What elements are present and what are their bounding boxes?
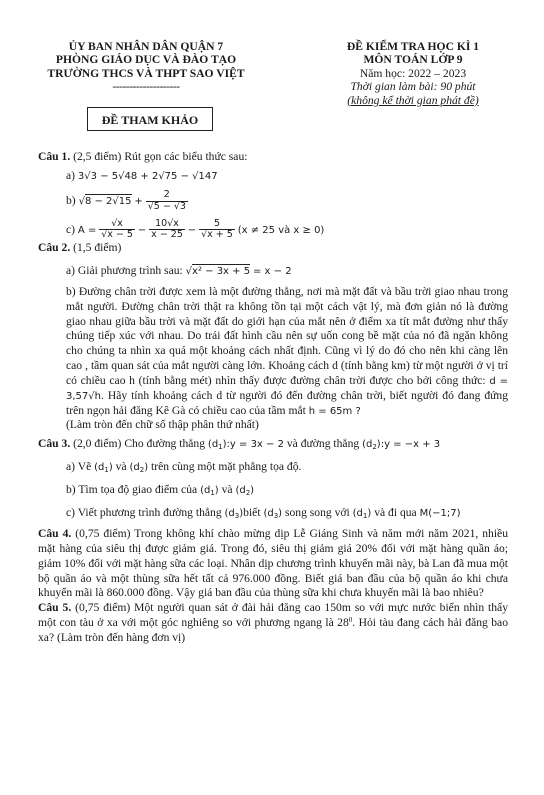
question-5 (38, 601, 508, 645)
q1b-root: √8 − 2√15 (78, 195, 132, 207)
q1c-A: A = (77, 224, 97, 236)
subject-title: MÔN TOÁN LỚP 9 (363, 53, 463, 67)
q1a-expression: 3√3 − 5√48 + 2√75 − √147 (77, 170, 218, 182)
q5-degree: 0 (348, 616, 353, 625)
header-left-line2: PHÒNG GIÁO DỤC VÀ ĐÀO TẠO (55, 53, 237, 67)
exam-content (38, 150, 508, 646)
q2b-end: (Làm tròn đến chữ số thập phân thứ nhất) (66, 418, 259, 432)
q1c-fraction-3 (199, 219, 235, 242)
q2a-rhs: = x − 2 (252, 266, 292, 278)
question-1 (38, 150, 508, 165)
q2b-formula-pre: thức: (461, 373, 486, 387)
question-3b: b) Tìm tọa độ giao điểm của $(d_1)$ và $(d_2)$ (66, 483, 255, 498)
q3b-pre: b) Tìm tọa độ giao điểm của (66, 483, 198, 497)
q1c-fraction-2 (149, 219, 185, 242)
q1a-label: a) (66, 168, 76, 182)
q3c-mid2: song song với (284, 506, 350, 520)
q3b-mid: và (221, 483, 233, 497)
q3a-pre: a) Vẽ (66, 460, 92, 474)
q1c-d2: x − 25 (151, 229, 183, 241)
question-2a: a) Giải phương trình sau: √x² − 3x + 5 = x − 2 (66, 264, 292, 278)
q1b-root-content: 8 − 2√15 (84, 195, 132, 207)
q1c-condition: (x ≠ 25 và x ≥ 0) (237, 224, 325, 236)
question-1b: b) √8 − 2√15 + $\frac{2}{√5 - √3}$ (66, 188, 186, 212)
q3-text-mid: và đường thẳng (286, 437, 360, 451)
question-3c: c) Viết phương trình đường thẳng $(d_3)biết$ $(d_3)$ song song với $(d_1)$ và đi qua M(−1;7) (66, 506, 461, 521)
q1c-label: c) (66, 222, 76, 236)
q1c-n1: √x (99, 219, 135, 231)
header-right (306, 40, 520, 107)
reference-exam-box: ĐỀ THAM KHẢO (87, 107, 213, 131)
question-1-label: Câu 1. (38, 150, 71, 163)
question-2-text: (1,5 điểm) (73, 241, 122, 255)
question-1c: c) A = $\frac{√x}{√x - 5}$ − $\frac{10√x}{x - 25}$ − $\frac{5}{√x + 5}$ (x ≠ 25 và x ≥ 0) (66, 217, 325, 241)
q3c-mid3: và đi qua (374, 506, 417, 520)
header-left-line3: TRƯỜNG THCS VÀ THPT SAO VIỆT (47, 66, 245, 80)
q1b-fraction (146, 190, 188, 213)
q1c-fraction-1 (99, 219, 135, 242)
header-left-line1: ỦY BAN NHÂN DÂN QUẬN 7 (68, 40, 224, 53)
q1b-numerator: 2 (146, 190, 188, 202)
q3c-pre: c) Viết phương trình đường thẳng (66, 506, 222, 520)
q1b-label: b) (66, 193, 76, 207)
question-5-label: Câu 5. (38, 601, 72, 615)
q2b-height: h = 65m ? (308, 405, 361, 417)
question-4-label: Câu 4. (38, 527, 72, 541)
question-3-label: Câu 3. (38, 437, 71, 451)
question-2 (38, 241, 508, 256)
q1b-denominator: √5 − √3 (147, 200, 186, 212)
q2b-formula: d = 3,57√h (66, 375, 509, 402)
duration: Thời gian làm bài: 90 phút (350, 80, 476, 94)
q2b-text: b) Đường chân trời được xem là một đường thẳng, nơi mà mặt đất và bầu trời giao nhau trong mắt người. Đường chân trời thật ra không tồn tại một cách vật lý, mà đơn giản nó là đường giao nhau giữa bầu trời và mặt đất do giới hạn của mắt nên ở điểm xa tít mắt đường như thấy chúng tiếp xúc với nhau. Do trái đất hình cầu nên sự uốn cong bề mặt của nó đã ngăn không cho chúng ta nhìn xa quá một khoảng cách nhất định. Cũng vì lý do đó cho nên khi càng lên cao , tầm quan sát của mắt người càng lớn. Khoảng cách d (tính bằng km) từ một người ở vị trí có chiều cao h (tính bằng mét) nhìn thấy được đường chân trời được cho bởi công (66, 285, 508, 387)
q3c-point: M(−1;7) (419, 508, 461, 520)
question-2b (66, 285, 508, 433)
q3c-mid: biết (243, 506, 261, 520)
header-left (26, 40, 266, 94)
q2b-formula-post: . Hãy tính khoảng cách d từ người đó đến đường chân trời, biết người đó đang đứng trên ngọn hải đăng Kê Gà có chiều cao của tầm mắt (66, 388, 508, 417)
q3-d1-equation: :y = 3x − 2 (226, 439, 284, 451)
question-2-label: Câu 2. (38, 241, 71, 255)
q3a-mid: và (115, 460, 127, 474)
q1c-d1: √x − 5 (101, 229, 133, 241)
question-5-text-pre: (0,75 điểm) Một người quan sát ở đài hải đăng cao 150m so với mực nước biển nhìn thấy một con tàu ở xa với một góc nghiêng so với phương ngang là 28 (38, 601, 509, 630)
q1c-n2: 10√x (149, 219, 185, 231)
q3a-post: trên cùng một mặt phẳng tọa độ. (151, 460, 302, 474)
school-year: Năm học: 2022 – 2023 (359, 66, 467, 80)
question-1-text: (2,5 điểm) Rút gọn các biểu thức sau: (73, 150, 248, 163)
q2a-text: a) Giải phương trình sau: (66, 264, 183, 278)
q3-text-pre: (2,0 điểm) Cho đường thẳng (73, 437, 206, 451)
q3-d2-equation: :y = −x + 3 (380, 439, 441, 451)
q1c-n3: 5 (199, 219, 235, 231)
question-5-text-post: . Hỏi tàu đang cách hải đăng bao xa? (Làm tròn đến hàng đơn vị) (38, 616, 508, 644)
q2a-root: x² − 3x + 5 (192, 266, 251, 278)
question-3a: a) Vẽ $(d_1)$ và $(d_2)$ trên cùng một mặt phẳng tọa độ. (66, 460, 302, 475)
duration-note: (không kể thời gian phát đề) (347, 93, 479, 107)
q1c-d3: √x + 5 (201, 229, 233, 241)
exam-title: ĐỀ KIỂM TRA HỌC KÌ 1 (346, 40, 480, 53)
header-left-dashes: -------------------- (112, 80, 180, 94)
question-1a (66, 169, 508, 184)
question-3: Câu 3. (2,0 điểm) Cho đường thẳng $(d_1):y = 3x - 2$ và đường thẳng $(d_2):y = -x + 3$ (38, 437, 441, 452)
question-4-text: (0,75 điểm) Trong không khí chào mừng dịp Lễ Giáng Sinh và năm mới năm 2021, nhiều mặt hàng của siêu thị được giảm giá. Trong đó, siêu thị giảm giá 20% đối với mặt hàng quần áo; giảm 10% đối với mặt hàng sữa các loại. Nhân dịp chương trình khuyến mãi này, bà Lan đã mua một bộ quần áo và một thùng sữa hết tất cả 976.000 đồng. Biết giá ban đầu của bộ quần áo khi chưa khuyến mãi là 860.000 đồng. Vậy giá ban đầu của thùng sữa khi chưa khuyến mãi là bao nhiêu? (38, 527, 509, 600)
question-4 (38, 527, 508, 601)
